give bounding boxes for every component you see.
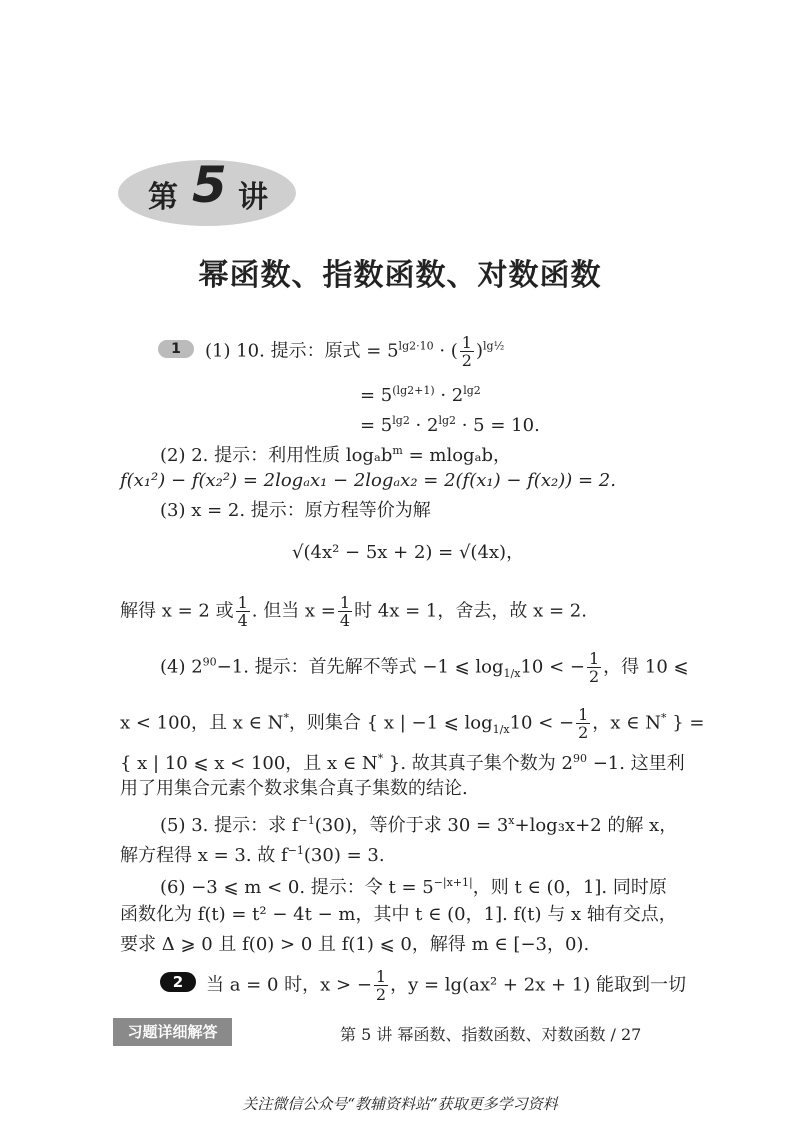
chapter-title: 幂函数、指数函数、对数函数: [198, 258, 602, 293]
q1-part4-line2: x < 100，且 x ∈ N*，则集合 { x | −1 ⩽ $\log_{1/x}10$ < − $\frac{1}{2}$ ，x ∈ N* } =: [120, 705, 705, 742]
q1-part2-line1: (2) 2. 提示：利用性质 logₐb$^m$ = mlogₐb，: [160, 444, 512, 466]
q1-part5-line1: (5) 3. 提示：求 $f^{-1}(30)$，等价于求 $30 = 3^x+\log_3x+2$ 的解 x，: [160, 814, 678, 836]
lecture-suffix: 讲: [238, 180, 268, 215]
lecture-number: 5: [192, 156, 227, 214]
watermark-text: 关注微信公众号“教辅资料站”获取更多学习资料: [242, 1095, 558, 1113]
q1-part3-line1: (3) x = 2. 提示：原方程等价为解: [160, 500, 431, 521]
q1-part4-line3: { x | 10 ⩽ x < 100，且 x ∈ N* }. 故其真子集个数为 $2^{90} -1$. 这里利: [120, 752, 685, 774]
q1-part4-line1: (4) $2^{90}-1$. 提示：首先解不等式 −1 ⩽ $\log_{1/x}10$ < − $\frac{1}{2}$ ，得 10 ⩽: [160, 649, 689, 686]
q1-part3-line2: 解得 x = 2 或 $\frac{1}{4}$ . 但当 x = $\frac{1}{4}$ 时 4x = 1，舍去，故 x = 2.: [120, 593, 587, 630]
q1-part4-line4: 用了用集合元素个数求集合真子集数的结论.: [120, 778, 468, 799]
q1-part1-line2: = $5^{(lg2+1)} \cdot 2^{lg2}$: [360, 384, 481, 406]
footer-page-info: 第 5 讲 幂函数、指数函数、对数函数 / 27: [340, 1025, 642, 1044]
q1-part5-line2: 解方程得 x = 3. 故 $f^{-1}(30) = 3$.: [120, 844, 385, 866]
q1-part6-line2: 函数化为 f(t) = t² − 4t − m，其中 t ∈ (0，1]. f(t) 与 x 轴有交点，: [120, 904, 677, 925]
q1-part2-line2: f(x₁²) − f(x₂²) = 2logₐx₁ − 2logₐx₂ = 2(f(x₁) − f(x₂)) = 2.: [120, 470, 616, 491]
footer-section-label: 习题详细解答: [113, 1018, 232, 1046]
q1-part6-line1: (6) −3 ⩽ m < 0. 提示：令 $t = 5^{-|x+1|}$，则 t ∈ (0，1]. 同时原: [160, 876, 667, 898]
q2-line1: 当 a = 0 时，x > − $\frac{1}{2}$ ，y = lg(ax² + 2x + 1) 能取到一切: [206, 967, 687, 1004]
q1-part6-line3: 要求 Δ ⩾ 0 且 f(0) > 0 且 f(1) ⩽ 0，解得 m ∈ [−3，0).: [120, 934, 590, 955]
q1-part1-line3: = $5^{lg2} \cdot 2^{lg2} \cdot 5 = 10$.: [360, 414, 540, 436]
lecture-prefix: 第: [148, 180, 178, 215]
q1-part1-line1: (1) 10. 提示：原式 = $5^{lg2\cdot 10}$ · ( $\frac{1}{2}$ )$^{lg\frac{1}{2}}$: [205, 333, 505, 370]
question-2-badge: 2: [160, 972, 196, 992]
q1-part3-equation: √(4x² − 5x + 2) = √(4x)，: [292, 542, 525, 563]
question-1-badge: 1: [158, 340, 194, 358]
